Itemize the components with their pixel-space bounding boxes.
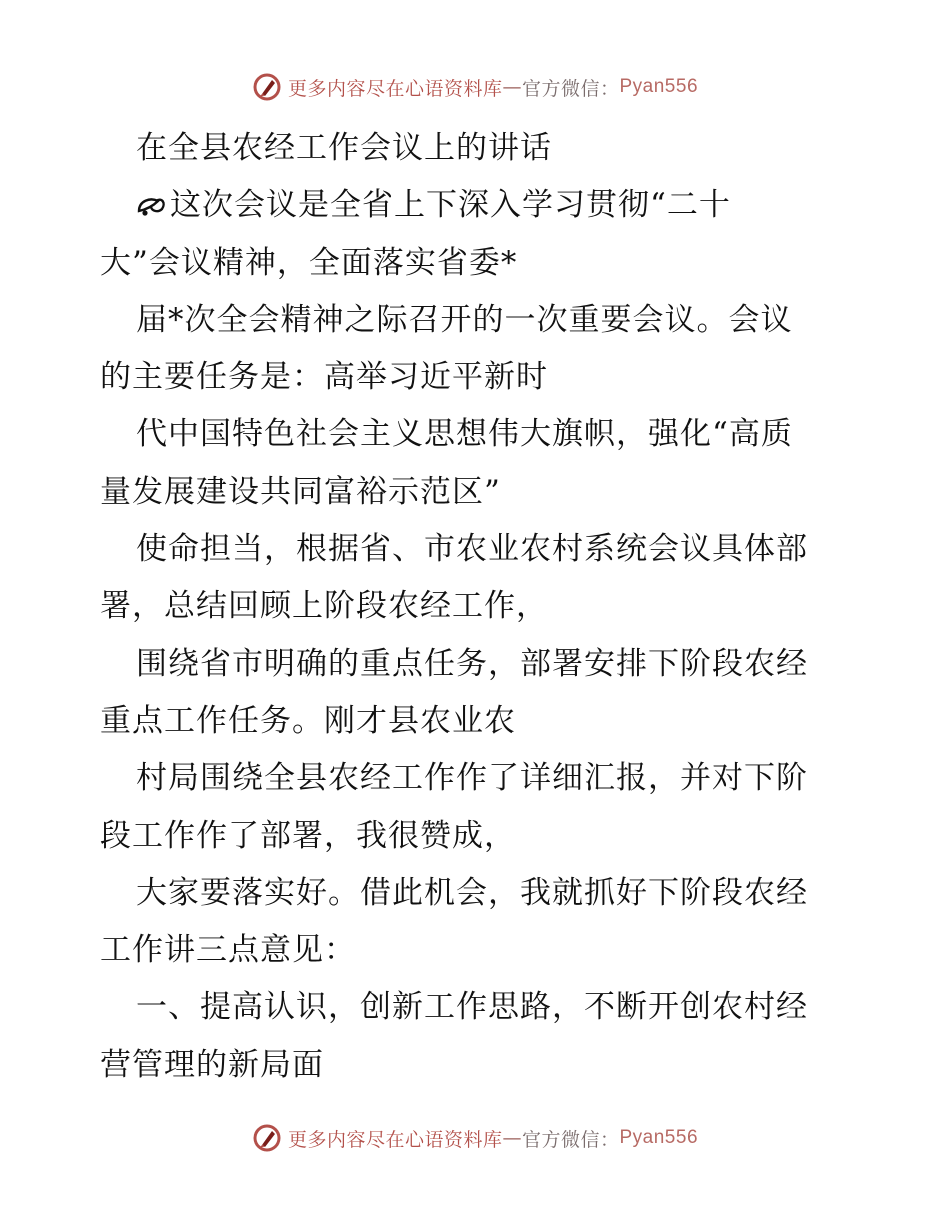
text-line: 大家要落实好。借此机会，我就抓好下阶段农经 <box>136 874 808 911</box>
text-line: 工作讲三点意见： <box>100 932 356 969</box>
watermark-brand-text: 更多内容尽在心语资料库 <box>287 77 503 100</box>
watermark-brand-text: 更多内容尽在心语资料库 <box>287 1128 503 1151</box>
text-line: 量发展建设共同富裕示范区” <box>100 473 501 510</box>
leaf-bullet-icon <box>136 191 170 219</box>
section-heading-continued: 营管理的新局面 <box>100 1046 324 1083</box>
text-line: 代中国特色社会主义思想伟大旗帜，强化“高质 <box>136 416 793 453</box>
text-line: 围绕省市明确的重点任务，部署安排下阶段农经 <box>136 645 808 682</box>
section-heading: 一、提高认识，创新工作思路，不断开创农村经 <box>136 989 808 1026</box>
footer-watermark <box>0 1123 950 1153</box>
text-line: 使命担当，根据省、市农业农村系统会议具体部 <box>136 531 808 568</box>
text-line: 段工作作了部署，我很赞成， <box>100 817 516 854</box>
header-watermark <box>0 72 950 102</box>
watermark-separator: — <box>502 1127 522 1149</box>
text-line: 这次会议是全省上下深入学习贯彻“二十 <box>100 177 860 234</box>
watermark-wechat-label: 官方微信： <box>521 77 620 100</box>
document-title: 在全县农经工作会议上的讲话 <box>136 130 552 166</box>
text-line: 的主要任务是：高举习近平新时 <box>100 359 548 396</box>
document-body <box>100 120 860 1094</box>
watermark-wechat-label: 官方微信： <box>521 1128 620 1151</box>
text-line: 届*次全会精神之际召开的一次重要会议。会议 <box>136 301 793 338</box>
text-line: 大”会议精神，全面落实省委* <box>100 244 518 281</box>
watermark-wechat-id: Pyan556 <box>619 76 699 97</box>
text-line: 署，总结回顾上阶段农经工作， <box>100 588 548 625</box>
watermark-wechat-id: Pyan556 <box>619 1127 699 1148</box>
text-line: 重点工作任务。刚才县农业农 <box>100 702 516 739</box>
text-line: 村局围绕全县农经工作作了详细汇报，并对下阶 <box>136 760 808 797</box>
watermark-separator: — <box>502 76 522 98</box>
pen-circle-logo-icon <box>252 72 282 102</box>
pen-circle-logo-icon <box>252 1123 282 1153</box>
